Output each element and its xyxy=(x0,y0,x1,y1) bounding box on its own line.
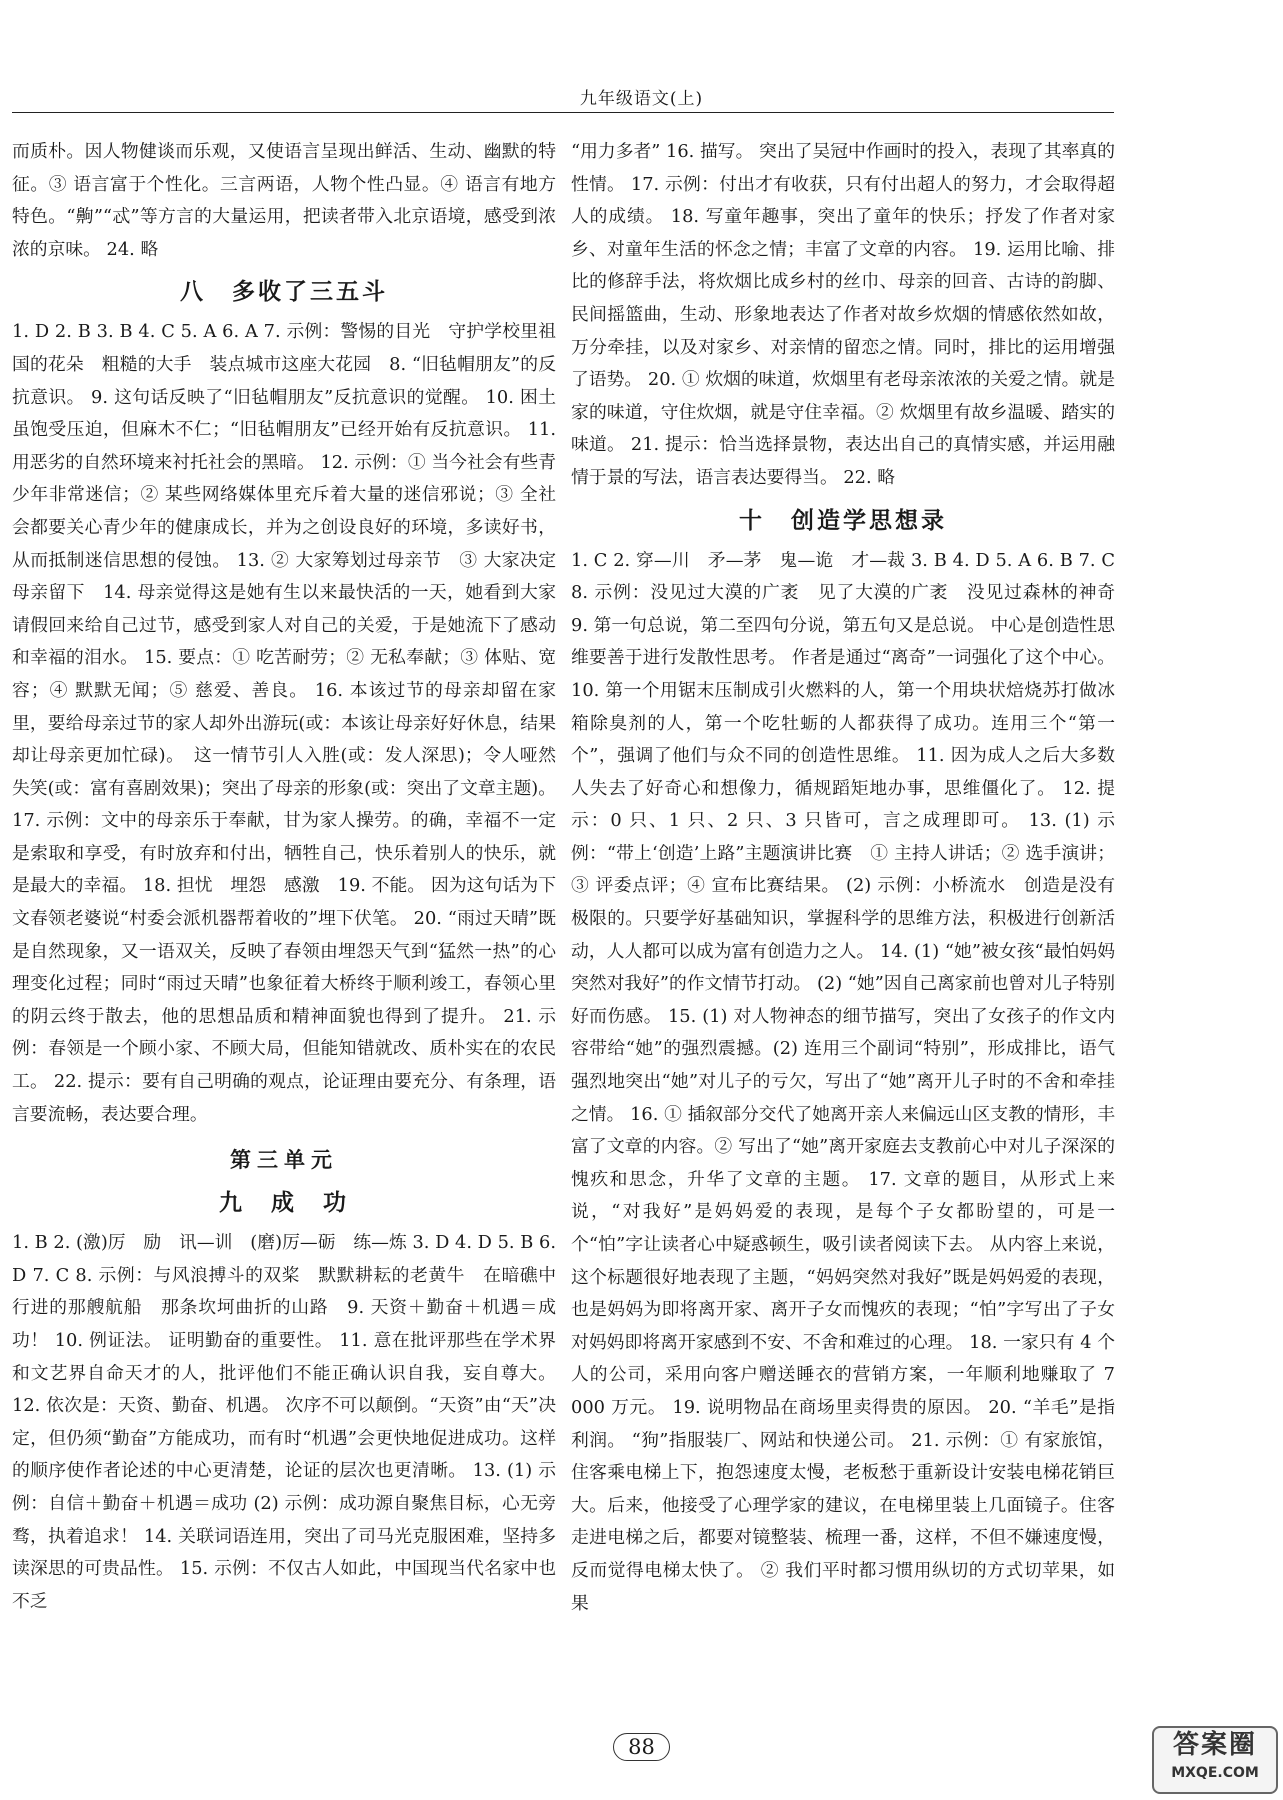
continued-answer-text: “用力多者” 16. 描写。 突出了吴冠中作画时的投入，表现了其率真的性情。 17. 示例：付出才有收获，只有付出超人的努力，才会取得超人的成绩。 18. 写童年趣事，突出了童年的快乐；抒发了作者对家乡、对童年生活的怀念之情；丰富了文章的内容。 19. 运用比喻、排比的修辞手法，将炊烟比成乡村的丝巾、母亲的回音、古诗的韵脚、民间摇篮曲，生动、形象地表达了作者对故乡炊烟的情感依然如故，万分牵挂，以及对家乡、对亲情的留恋之情。同时，排比的运用增强了语势。 20. ① 炊烟的味道，炊烟里有老母亲浓浓的关爱之情。就是家的味道，守住炊烟，就是守住幸福。② 炊烟里有故乡温暖、踏实的味道。 21. 提示：恰当选择景物，表达出自己的真情实感，并运用融情于景的写法，语言表达要得当。 22. 略 xyxy=(571,141,1115,488)
continued-answer-text: 而质朴。因人物健谈而乐观，又使语言呈现出鲜活、生动、幽默的特征。③ 语言富于个性化。三言两语，人物个性凸显。④ 语言有地方特色。“齁”“忒”等方言的大量运用，把读者带入北京语境，感受到浓浓的京味。 24. 略 xyxy=(12,141,556,260)
watermark-logo-text: 答案圈 xyxy=(1172,1730,1257,1760)
left-column xyxy=(12,136,556,1618)
page-header-title: 九年级语文(上) xyxy=(579,89,704,109)
section-9-title: 九 成 功 xyxy=(219,1189,349,1217)
header-divider xyxy=(12,112,1114,113)
section-10-title: 十 创造学思想录 xyxy=(739,506,947,534)
page-number xyxy=(0,1733,1283,1761)
right-column xyxy=(571,136,1133,1620)
watermark-url: MXQE.COM xyxy=(1171,1765,1259,1781)
section-8-title: 八 多收了三五斗 xyxy=(180,278,388,306)
watermark-logo xyxy=(1152,1726,1278,1794)
page-number-label: 88 xyxy=(613,1733,670,1761)
section-10-answers: 1. C 2. 穿—川 矛—茅 鬼—诡 才—裁 3. B 4. D 5. A 6. B 7. C 8. 示例：没见过大漠的广袤 见了大漠的广袤 没见过森林的神奇 9. 第一句总说，第二至四句分说，第五句又是总说。 中心是创造性思维要善于进行发散性思考。 作者是通过“离奇”一词强化了这个中心。 10. 第一个用锯末压制成引火燃料的人，第一个用块状焙烧苏打做冰箱除臭剂的人，第一个吃牡蛎的人都获得了成功。连用三个“第一个”，强调了他们与众不同的创造性思维。 11. 因为成人之后大多数人失去了好奇心和想像力，循规蹈矩地办事，思维僵化了。 12. 提示：0 只、1 只、2 只、3 只皆可，言之成理即可。 13. (1) 示例：“带上‘创造’上路”主题演讲比赛 ① 主持人讲话；② 选手演讲；③ 评委点评；④ 宣布比赛结果。 (2) 示例：小桥流水 创造是没有极限的。只要学好基础知识，掌握科学的思维方法，积极进行创新活动，人人都可以成为富有创造力之人。 14. (1) “她”被女孩“最怕妈妈突然对我好”的作文情节打动。 (2) “她”因自己离家前也曾对儿子特别好而伤感。 15. (1) 对人物神态的细节描写，突出了女孩子的作文内容带给“她”的强烈震撼。(2) 连用三个副词“特别”，形成排比，语气强烈地突出“她”对儿子的亏欠，写出了“她”离开儿子时的不舍和牵挂之情。 16. ① 插叙部分交代了她离开亲人来偏远山区支教的情形，丰富了文章的内容。② 写出了“她”离开家庭去支教前心中对儿子深深的愧疚和思念，升华了文章的主题。 17. 文章的题目，从形式上来说，“对我好”是妈妈爱的表现，是每个子女都盼望的，可是一个“怕”字让读者心中疑惑顿生，吸引读者阅读下去。 从内容上来说，这个标题很好地表现了主题，“妈妈突然对我好”既是妈妈爱的表现，也是妈妈为即将离开家、离开子女而愧疚的表现；“怕”字写出了子女对妈妈即将离开家感到不安、不舍和难过的心理。 18. 一家只有 4 个人的公司，采用向客户赠送睡衣的营销方案，一年顺利地赚取了 7 000 万元。 19. 说明物品在商场里卖得贵的原因。 20. “羊毛”是指利润。 “狗”指服装厂、网站和快递公司。 21. 示例：① 有家旅馆，住客乘电梯上下，抱怨速度太慢，老板愁于重新设计安装电梯花销巨大。后来，他接受了心理学家的建议，在电梯里装上几面镜子。住客走进电梯之后，都要对镜整装、梳理一番，这样，不但不嫌速度慢，反而觉得电梯太快了。 ② 我们平时都习惯用纵切的方式切苹果，如果 xyxy=(571,549,1133,1614)
unit-3-title: 第三单元 xyxy=(230,1147,338,1173)
section-8-answers: 1. D 2. B 3. B 4. C 5. A 6. A 7. 示例：警惕的目光 守护学校里祖国的花朵 粗糙的大手 装点城市这座大花园 8. “旧毡帽朋友”的反抗意识。 9. 这句话反映了“旧毡帽朋友”反抗意识的觉醒。 10. 困土虽饱受压迫，但麻木不仁；“旧毡帽朋友”已经开始有反抗意识。 11. 用恶劣的自然环境来衬托社会的黑暗。 12. 示例：① 当今社会有些青少年非常迷信；② 某些网络媒体里充斥着大量的迷信邪说；③ 全社会都要关心青少年的健康成长，并为之创设良好的环境，多读好书，从而抵制迷信思想的侵蚀。 13. ② 大家筹划过母亲节 ③ 大家决定母亲留下 14. 母亲觉得这是她有生以来最快活的一天，她看到大家请假回来给自己过节，感受到家人对自己的关爱，于是她流下了感动和幸福的泪水。 15. 要点：① 吃苦耐劳；② 无私奉献；③ 体贴、宽容；④ 默默无闻；⑤ 慈爱、善良。 16. 本该过节的母亲却留在家里，要给母亲过节的家人却外出游玩(或：本该让母亲好好休息，结果却让母亲更加忙碌)。 这一情节引人入胜(或：发人深思)；令人哑然失笑(或：富有喜剧效果)；突出了母亲的形象(或：突出了文章主题)。 17. 示例：文中的母亲乐于奉献，甘为家人操劳。的确，幸福不一定是索取和享受，有时放弃和付出，牺牲自己，快乐着别人的快乐，就是最大的幸福。 18. 担忧 埋怨 感激 19. 不能。 因为这句话为下文春领老婆说“村委会派机器帮着收的”埋下伏笔。 20. “雨过天晴”既是自然现象，又一语双关，反映了春领由埋怨天气到“猛然一热”的心理变化过程；同时“雨过天晴”也象征着大桥终于顺利竣工，春领心里的阴云终于散去，他的思想品质和精神面貌也得到了提升。 21. 示例：春领是一个顾小家、不顾大局，但能知错就改、质朴实在的农民工。 22. 提示：要有自己明确的观点，论证理由要充分、有条理，语言要流畅，表达要合理。 xyxy=(12,321,556,1125)
section-9-answers: 1. B 2. (激)厉 励 讯—训 (磨)厉—砺 练—炼 3. D 4. D 5. B 6. D 7. C 8. 示例：与风浪搏斗的双桨 默默耕耘的老黄牛 在暗礁中行进的那艘航船 那条坎坷曲折的山路 9. 天资＋勤奋＋机遇＝成功！ 10. 例证法。 证明勤奋的重要性。 11. 意在批评那些在学术界和文艺界自命天才的人，批评他们不能正确认识自我，妄自尊大。 12. 依次是：天资、勤奋、机遇。 次序不可以颠倒。“天资”由“天”决定，但仍须“勤奋”方能成功，而有时“机遇”会更快地促进成功。这样的顺序使作者论述的中心更清楚，论证的层次也更清晰。 13. (1) 示例：自信＋勤奋＋机遇＝成功 (2) 示例：成功源自聚焦目标，心无旁骛，执着追求！ 14. 关联词语连用，突出了司马光克服困难，坚持多读深思的可贵品性。 15. 示例：不仅古人如此，中国现当代名家中也不乏 xyxy=(12,1232,556,1612)
